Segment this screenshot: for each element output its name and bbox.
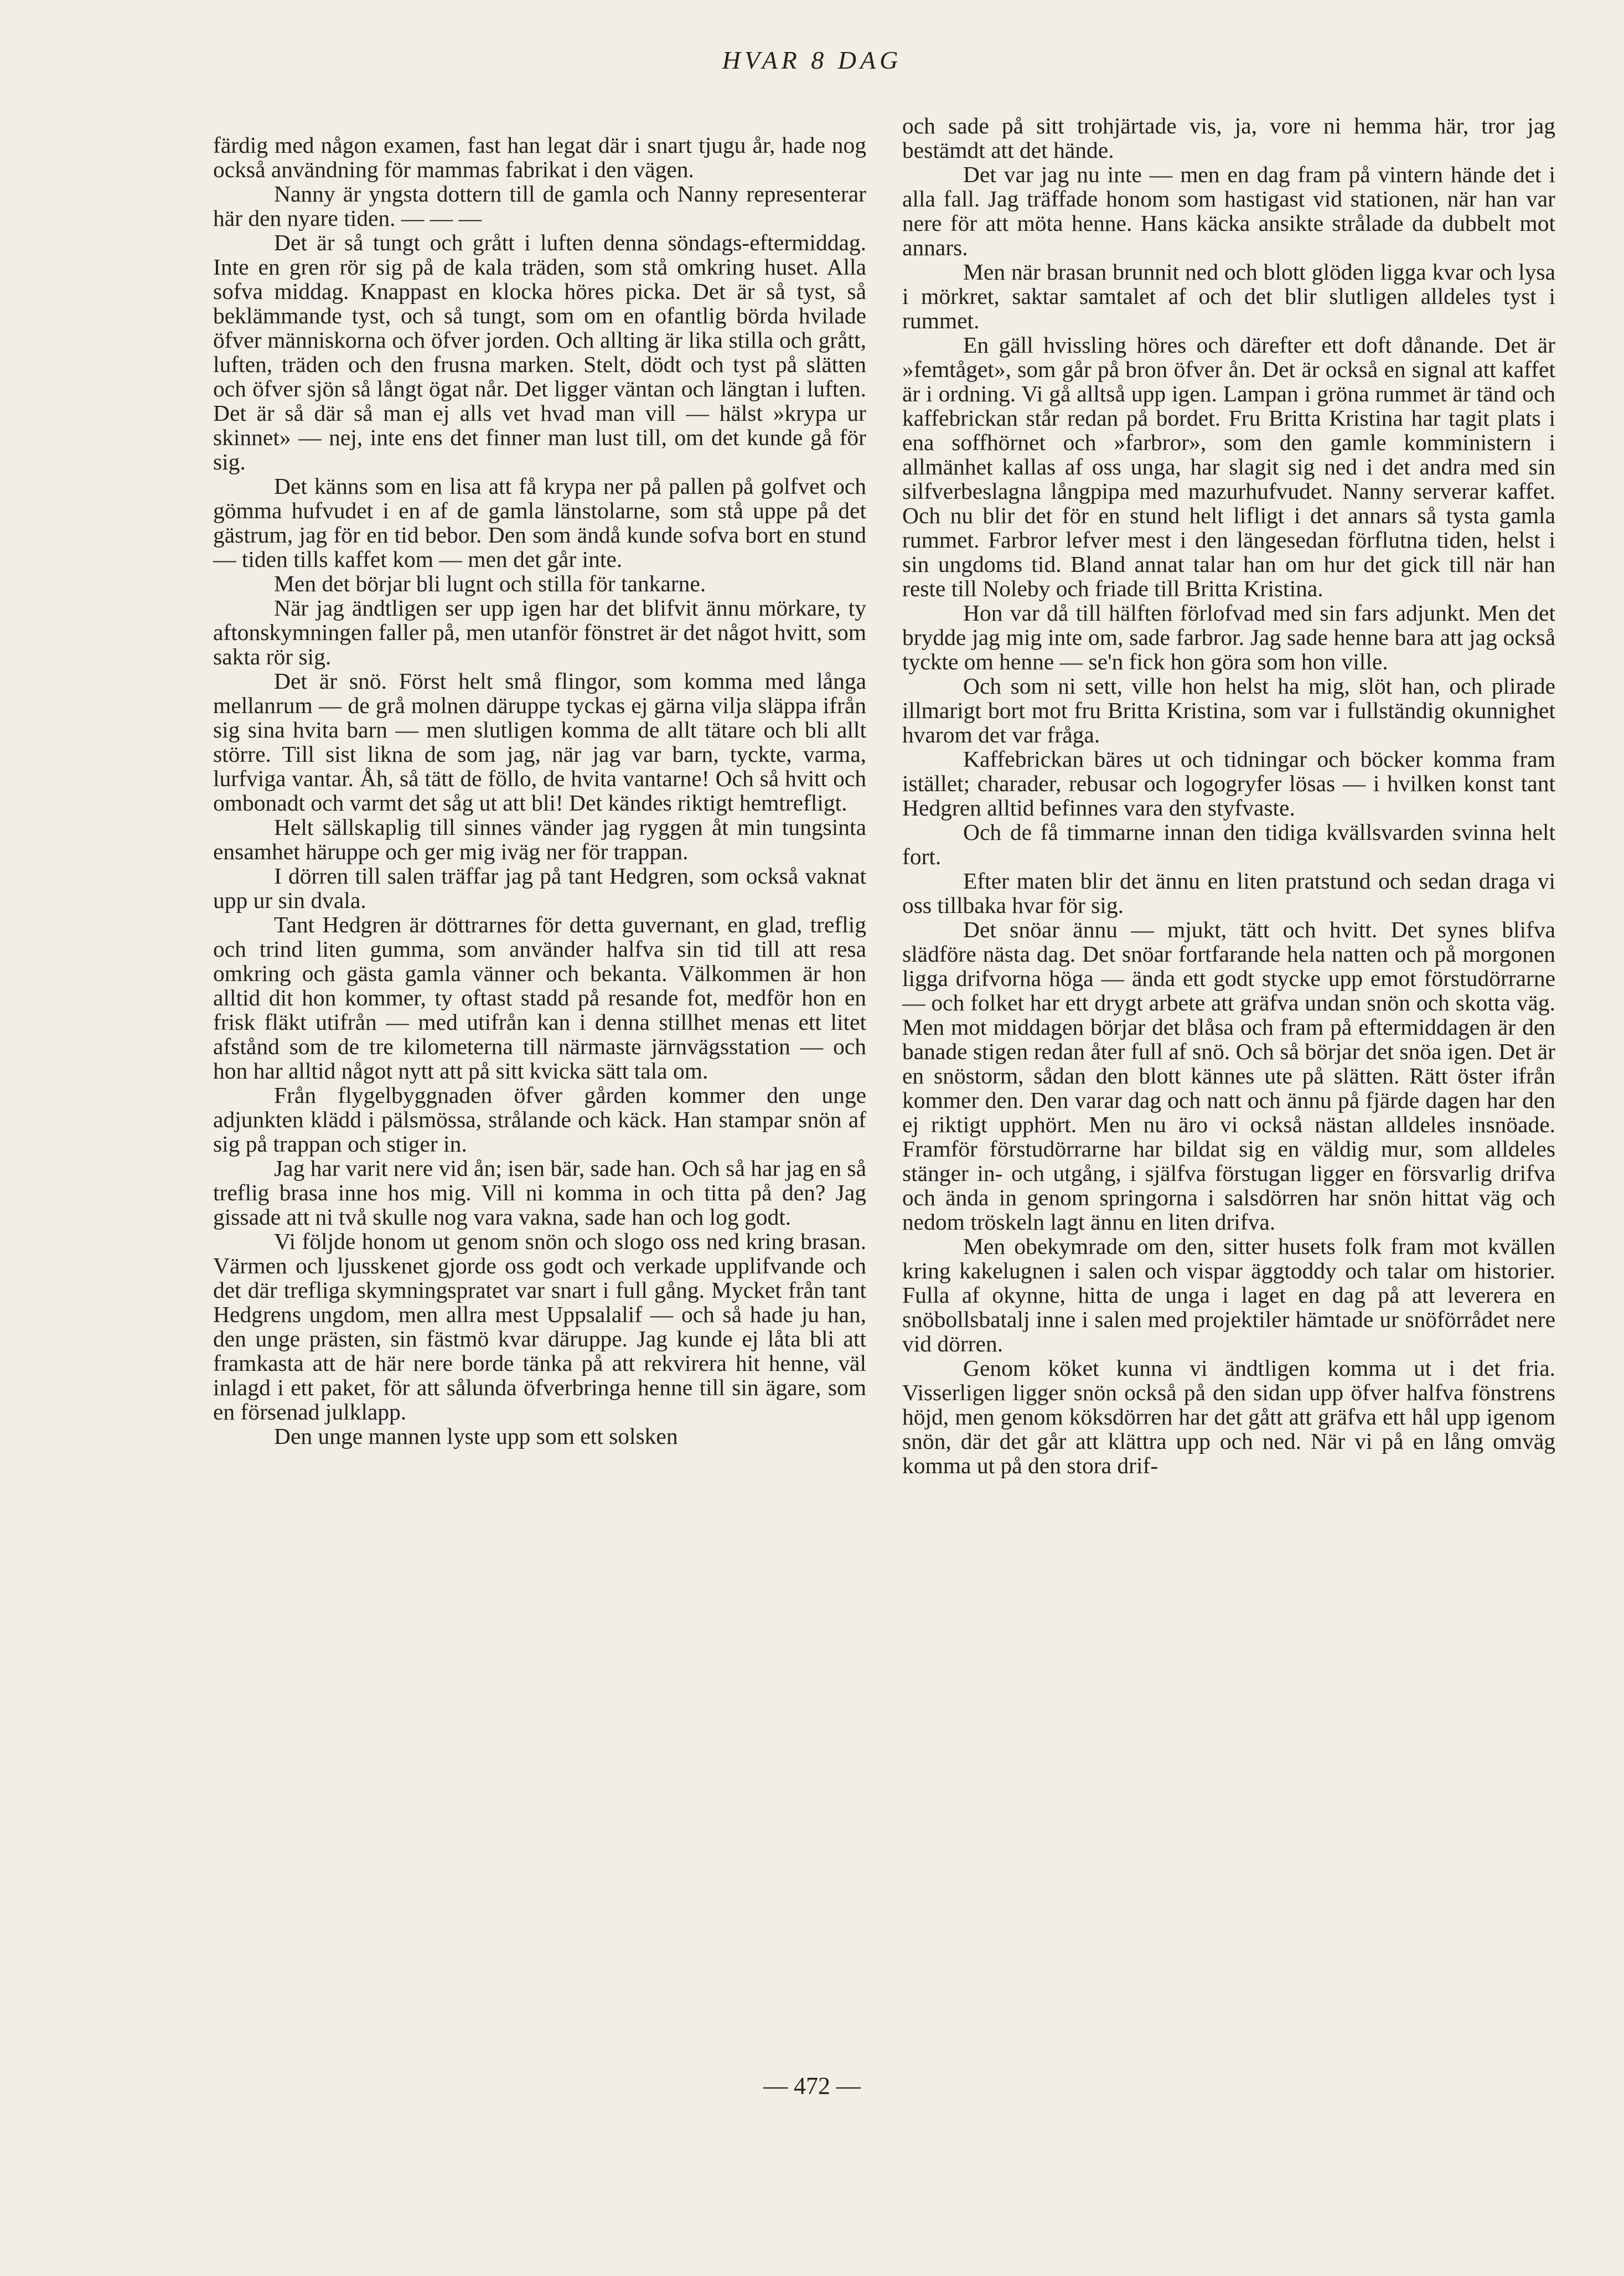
paragraph: Och som ni sett, ville hon helst ha mig, slöt han, och plirade illmarigt bort mot fru Britta Kristina, som var i fullständig okunnighet hvarom det var fråga.	[902, 673, 1555, 747]
paragraph: Det är så tungt och grått i luften denna söndags-eftermiddag. Inte en gren rör sig på de kala träden, som stå omkring huset. Alla sofva middag. Knappast en klocka höres picka. Det är så tyst, så beklämmande tyst, och så tungt, som om en ofantlig börda hvilade öfver människorna och öfver jorden. Och allting är lika stilla och grått, luften, träden och den frusna marken. Stelt, dödt och tyst på slätten och öfver sjön så långt ögat når. Det ligger väntan och längtan i luften. Det är så där så man ej alls vet hvad man vill — hälst »krypa ur skinnet» — nej, inte ens det finner man lust till, om det kunde gå för sig.	[213, 230, 866, 474]
paragraph: Det var jag nu inte — men en dag fram på vintern hände det i alla fall. Jag träffade honom som hastigast vid stationen, när han var nere för att möta henne. Hans käcka ansikte strålade da dubbelt mot annars.	[902, 162, 1555, 260]
left-column	[213, 133, 866, 1448]
paragraph: Jag har varit nere vid ån; isen bär, sade han. Och så har jag en så treflig brasa inne hos mig. Vill ni komma in och titta på den? Jag gissade att ni två skulle nog vara vakna, sade han och log godt.	[213, 1155, 866, 1230]
paragraph: Men när brasan brunnit ned och blott glöden ligga kvar och lysa i mörkret, saktar samtalet af och det blir slutligen alldeles tyst i rummet.	[902, 259, 1555, 333]
paragraph: Genom köket kunna vi ändtligen komma ut i det fria. Visserligen ligger snön också på den sidan upp öfver halfva fönstrens höjd, men genom köksdörren har det gått att gräfva ett hål upp igenom snön, där det går att klättra upp och ned. När vi på en lång omväg komma ut på den stora drif-	[902, 1355, 1555, 1478]
paragraph: I dörren till salen träffar jag på tant Hedgren, som också vaknat upp ur sin dvala.	[213, 863, 866, 913]
paragraph: Det är snö. Först helt små flingor, som komma med långa mellanrum — de grå molnen däruppe tyckas ej gärna vilja släppa ifrån sig sina hvita barn — men slutligen komma de allt tätare och bli allt större. Till sist likna de som jag, när jag var barn, tyckte, varma, lurfviga vantar. Åh, så tätt de föllo, de hvita vantarne! Och så hvitt och ombonadt och varmt det såg ut att bli! Det kändes riktigt hemtrefligt.	[213, 668, 866, 816]
paragraph: Den unge mannen lyste upp som ett solsken	[274, 1423, 678, 1449]
paragraph: Det känns som en lisa att få krypa ner på pallen på golfvet och gömma hufvudet i en af de gamla länstolarne, som stå uppe på det gästrum, jag för en tid bebor. Den som ändå kunde sofva bort en stund — tiden tills kaffet kom — men det går inte.	[213, 473, 866, 572]
paragraph: Men det börjar bli lugnt och stilla för tankarne.	[274, 571, 706, 596]
right-column	[902, 113, 1555, 1478]
page-number: — 472 —	[763, 2072, 861, 2099]
paragraph: färdig med någon examen, fast han legat där i snart tjugu år, hade nog också användning för mammas fabrikat i den vägen.	[213, 132, 866, 182]
paragraph: Och de få timmarne innan den tidiga kvällsvarden svinna helt fort.	[902, 819, 1555, 869]
paragraph: och sade på sitt trohjärtade vis, ja, vore ni hemma här, tror jag bestämdt att det hände.	[902, 113, 1555, 163]
paragraph: Kaffebrickan bäres ut och tidningar och böcker komma fram istället; charader, rebusar och logogryfer lösas — i hvilken konst tant Hedgren alltid befinnes vara den styfvaste.	[902, 746, 1555, 820]
paragraph: Hon var då till hälften förlofvad med sin fars adjunkt. Men det brydde jag mig inte om, sade farbror. Jag sade henne bara att jag också tyckte om henne — se'n fick hon göra som hon ville.	[902, 600, 1555, 674]
paragraph: Tant Hedgren är döttrarnes för detta guvernant, en glad, treflig och trind liten gumma, som använder halfva sin tid till att resa omkring och gästa gamla vänner och bekanta. Välkommen är hon alltid dit hon kommer, ty oftast stadd på resande fot, medför hon en frisk fläkt utifrån — med utifrån kan i denna stillhet menas ett litet afstånd som de tre kilometerna till närmaste järnvägsstation — och hon har alltid något nytt att på sitt kvicka sätt tala om.	[213, 912, 866, 1083]
paragraph: Vi följde honom ut genom snön och slogo oss ned kring brasan. Värmen och ljusskenet gjorde oss godt och verkade upplifvande och det där trefliga skymningspratet var snart i full gång. Mycket från tant Hedgrens ungdom, men allra mest Uppsalalif — och så hade ju han, den unge prästen, sin fästmö kvar däruppe. Jag kunde ej låta bli att framkasta att de här nere borde tänka på att rekvirera hit henne, väl inlagd i ett paket, för att sålunda öfverbringa henne till sin ägare, som en försenad julklapp.	[213, 1229, 866, 1425]
running-header: HVAR 8 DAG	[722, 46, 902, 74]
paragraph: En gäll hvissling höres och därefter ett doft dånande. Det är »femtåget», som går på bron öfver ån. Det är också en signal att kaffet är i ordning. Vi gå alltså upp igen. Lampan i gröna rummet är tänd och kaffebrickan står redan på bordet. Fru Britta Kristina har tagit plats i ena soffhörnet och »farbror», som den gamle komministern i allmänhet kallas af oss unga, har slagit sig ned i det andra med sin silfverbeslagna långpipa med mazurhufvudet. Nanny serverar kaffet. Och nu blir det för en stund helt lifligt i det annars så tysta gamla rummet. Farbror lefver mest i den längesedan förflutna tiden, helst i sin ungdoms tid. Bland annat talar han om hur det gick till när han reste till Noleby och friade till Britta Kristina.	[902, 332, 1555, 601]
paragraph: Från flygelbyggnaden öfver gården kommer den unge adjunkten klädd i pälsmössa, strålande och käck. Han stampar snön af sig på trappan och stiger in.	[213, 1082, 866, 1157]
paragraph: Efter maten blir det ännu en liten pratstund och sedan draga vi oss tillbaka hvar för sig.	[902, 868, 1555, 918]
paragraph: Det snöar ännu — mjukt, tätt och hvitt. Det synes blifva slädföre nästa dag. Det snöar fortfarande hela natten och på morgonen ligga drifvorna höga — ända ett godt stycke upp emot förstudörrarne — och folket har ett drygt arbete att gräfva undan snön och skotta väg. Men mot middagen börjar det blåsa och fram på eftermiddagen är den banade stigen redan åter full af snö. Och så börjar det snöa igen. Det är en snöstorm, sådan den blott kännes ute på slätten. Rätt öster ifrån kommer den. Den varar dag och natt och ännu på fjärde dagen har den ej riktigt upphört. Men nu äro vi också nästan alldeles insnöade. Framför förstudörrarne har bildat sig en väldig mur, som alldeles stänger in- och utgång, i själfva förstugan ligger en försvarlig drifva och ända in genom springorna i salsdörren har snön hittat väg och nedom tröskeln lagt ännu en liten drifva.	[902, 917, 1555, 1235]
paragraph: Men obekymrade om den, sitter husets folk fram mot kvällen kring kakelugnen i salen och vispar äggtoddy och talar om historier. Fulla af okynne, hitta de unga i laget en dag på att leverera en snöbollsbatalj inne i salen med projektiler hämtade ur snöförrådet nere vid dörren.	[902, 1234, 1555, 1356]
paragraph: När jag ändtligen ser upp igen har det blifvit ännu mörkare, ty aftonskymningen faller på, men utanför fönstret är det något hvitt, som sakta rör sig.	[213, 595, 866, 669]
paragraph: Nanny är yngsta dottern till de gamla och Nanny representerar här den nyare tiden. — — —	[213, 181, 866, 231]
paragraph: Helt sällskaplig till sinnes vänder jag ryggen åt min tungsinta ensamhet häruppe och ger mig iväg ner för trappan.	[213, 814, 866, 864]
